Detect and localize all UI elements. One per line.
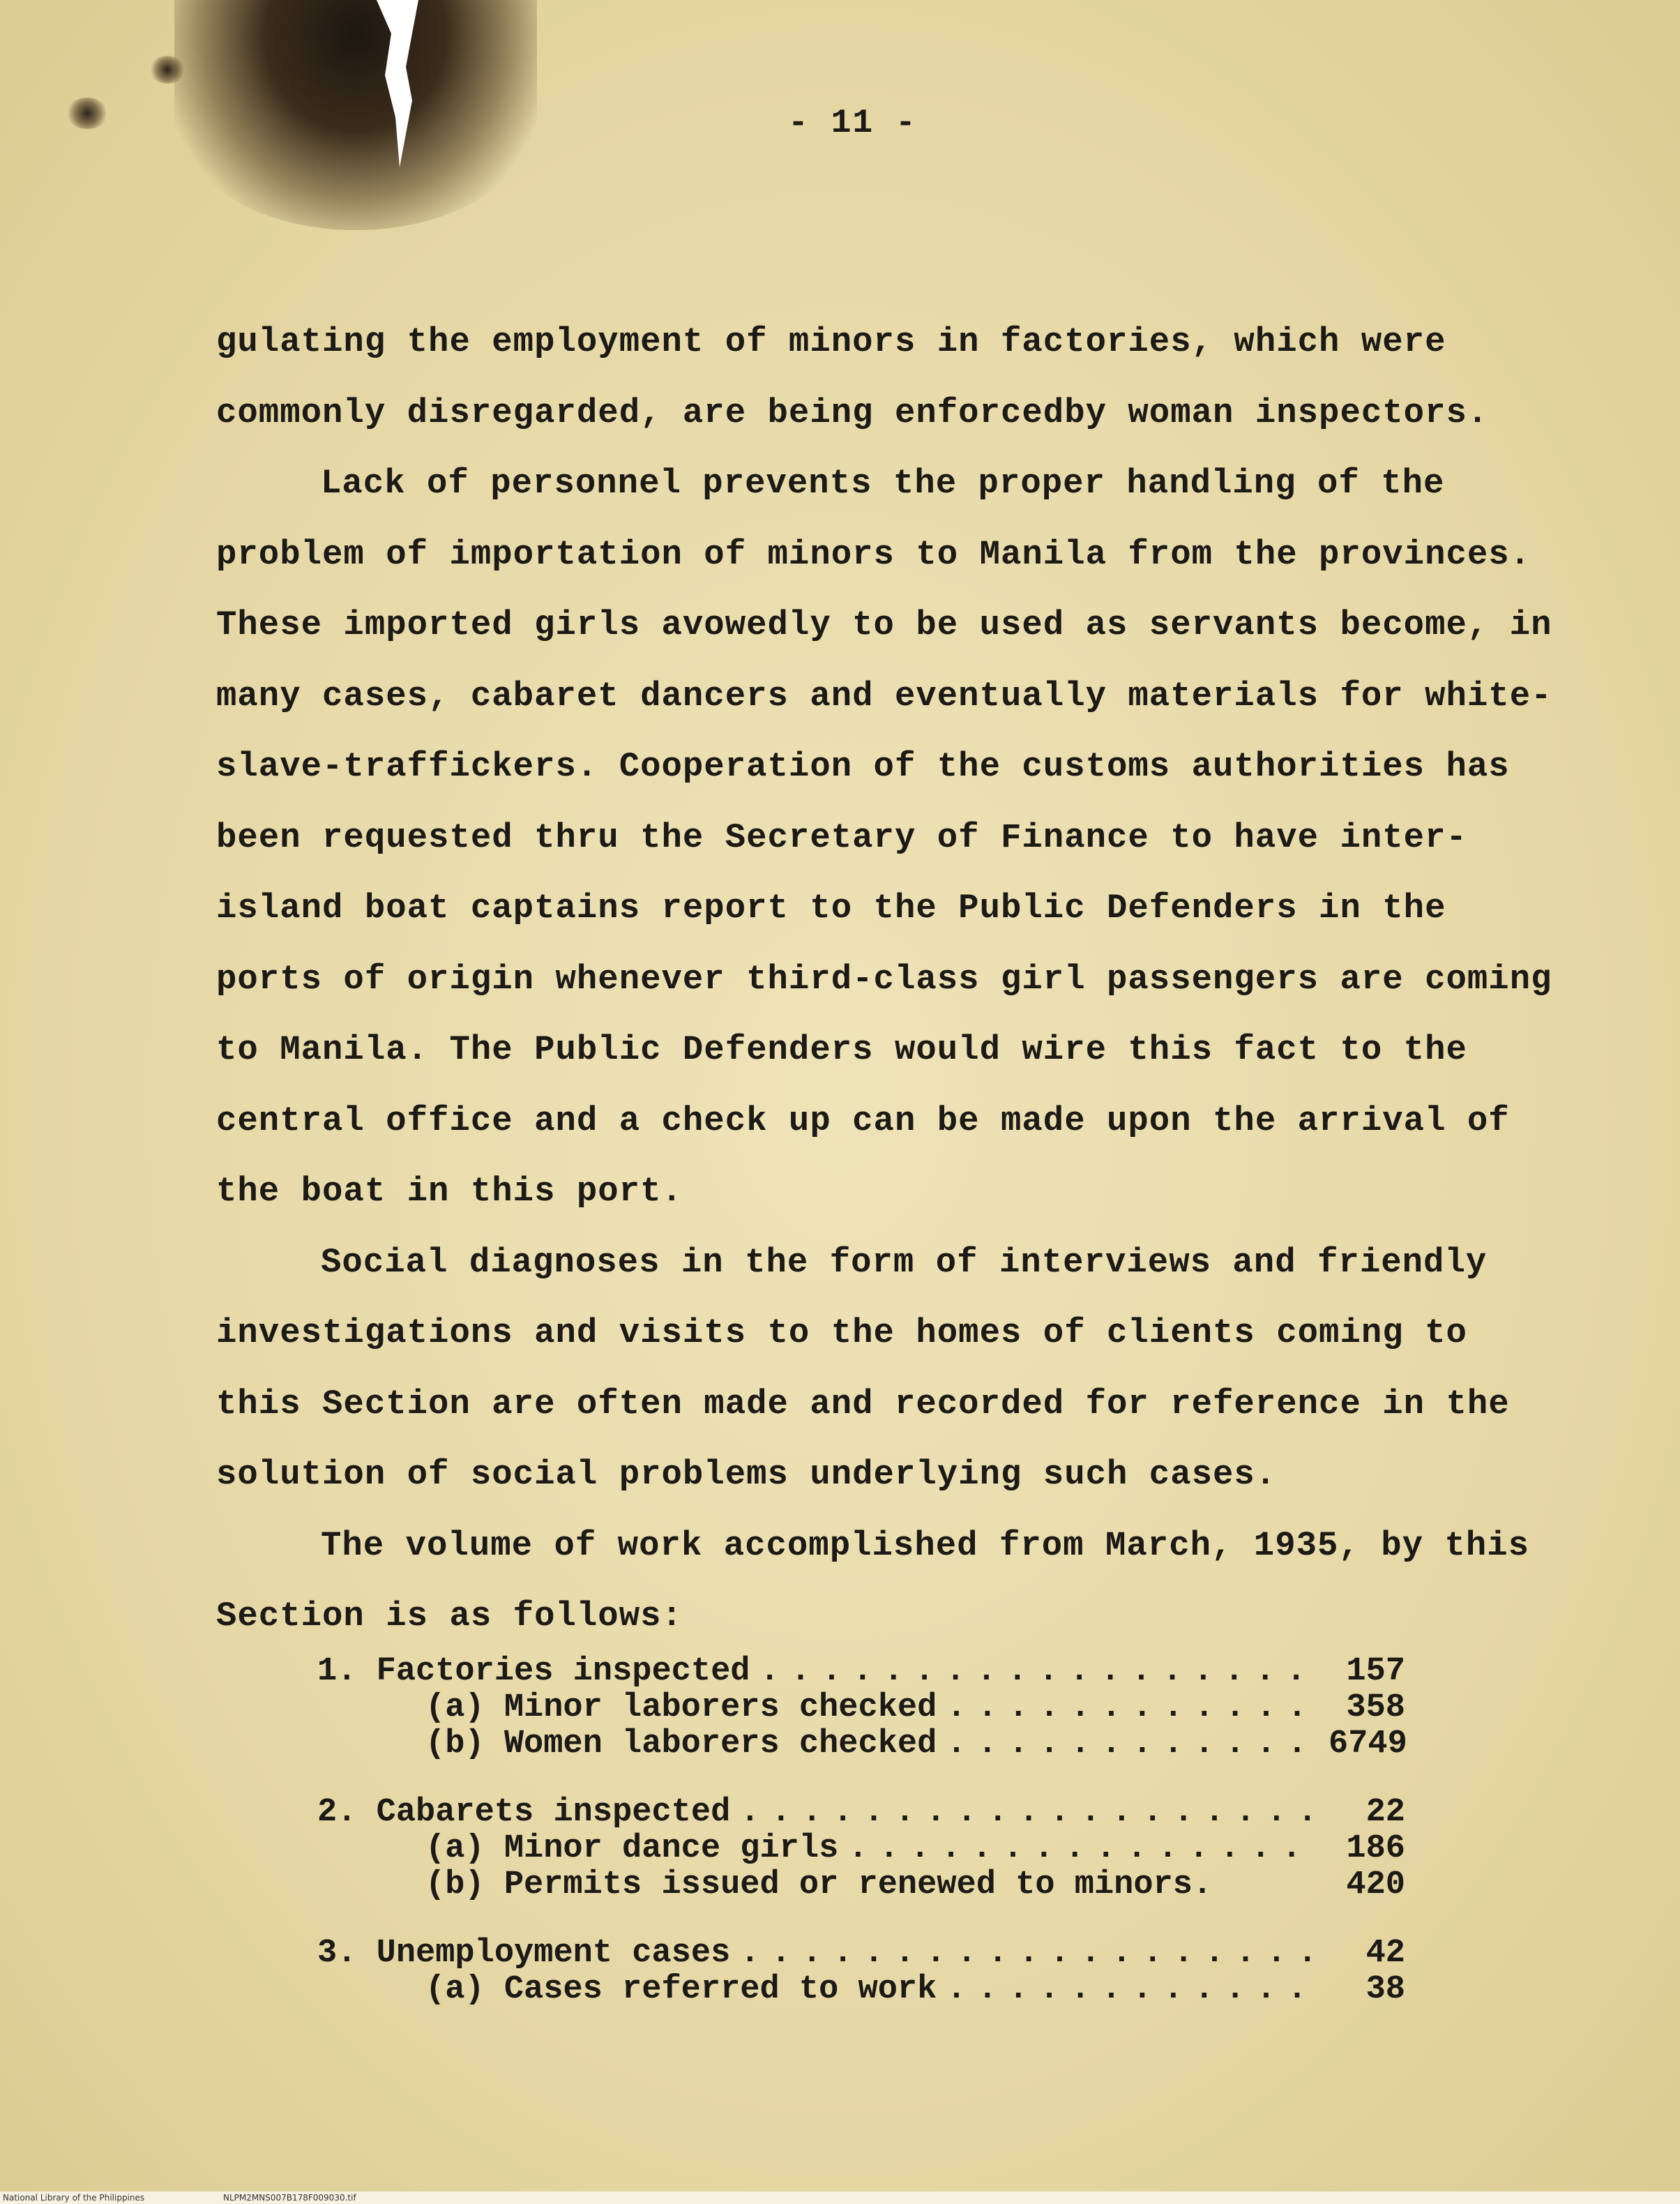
- list-group-cabarets: [317, 1794, 1405, 1903]
- list-group-unemployment: [317, 1935, 1405, 2007]
- paragraph: Lack of personnel prevents the proper handling of the problem of importation of minors to Manila from the provinces. These imported girls avowedly to be used as servants become, in many cases, cabaret dancers and eventually materials for white-slave-traffickers. Cooperation of the customs authorities has been requested thru the Secretary of Finance to have inter-island boat captains report to the Public Defenders in the ports of origin whenever third-class girl passengers are coming to Manila. The Public Defenders would wire this fact to the central office and a check up can be made upon the arrival of the boat in this port.: [216, 464, 1552, 1211]
- item-value: 420: [1346, 1866, 1405, 1903]
- dot-leader: [946, 1689, 1319, 1726]
- dot-leader: [760, 1653, 1319, 1690]
- dot-leader: [848, 1830, 1319, 1867]
- item-label: (b) Women laborers checked: [425, 1726, 937, 1763]
- item-value: 22: [1365, 1794, 1405, 1831]
- list-group-factories: [317, 1653, 1405, 1762]
- item-value: 358: [1346, 1689, 1405, 1726]
- list-item: [317, 1794, 1405, 1830]
- item-value: 186: [1346, 1830, 1405, 1867]
- burn-damage: [174, 0, 537, 230]
- list-item: [317, 1689, 1405, 1726]
- item-label: (a) Minor dance girls: [425, 1830, 839, 1867]
- item-label: (b) Permits issued or renewed to minors.: [425, 1866, 1213, 1903]
- scan-footer: [0, 2191, 1680, 2204]
- ink-spot: [66, 98, 108, 129]
- document-body: [216, 307, 1562, 1652]
- paragraph: Social diagnoses in the form of interviews and friendly investigations and visits to the homes of clients coming to this Section are often made and recorded for reference in the solution of social problems underlying such cases.: [216, 1242, 1510, 1494]
- list-item: [317, 1726, 1405, 1762]
- item-label: (a) Minor laborers checked: [425, 1689, 937, 1726]
- item-label: 2. Cabarets inspected: [317, 1794, 731, 1831]
- item-value: 42: [1365, 1935, 1405, 1972]
- item-value: 38: [1365, 1971, 1405, 2008]
- list-item: [317, 1935, 1405, 1971]
- list-item: [317, 1866, 1405, 1903]
- list-item: [317, 1830, 1405, 1866]
- paragraph: The volume of work accomplished from March, 1935, by this Section is as follows:: [216, 1525, 1530, 1636]
- item-label: (a) Cases referred to work: [425, 1971, 937, 2008]
- page-number: - 11 -: [788, 105, 917, 142]
- footer-filename: NLPM2MNS007B178F009030.tif: [223, 2193, 356, 2203]
- statistics-list: [317, 1653, 1405, 2039]
- dot-leader: [946, 1726, 1319, 1763]
- item-label: 3. Unemployment cases: [317, 1935, 731, 1972]
- footer-source: National Library of the Philippines: [3, 2193, 145, 2203]
- list-item: [317, 1653, 1405, 1689]
- dot-leader: [740, 1794, 1319, 1831]
- dot-leader: [740, 1935, 1319, 1972]
- list-item: [317, 1971, 1405, 2007]
- item-label: 1. Factories inspected: [317, 1653, 750, 1690]
- item-value: 6749: [1329, 1726, 1407, 1763]
- item-value: 157: [1346, 1653, 1405, 1690]
- paragraph: gulating the employment of minors in factories, which were commonly disregarded, are being enforcedby woman inspectors.: [216, 322, 1489, 432]
- ink-spot: [150, 56, 185, 84]
- dot-leader: [946, 1971, 1319, 2008]
